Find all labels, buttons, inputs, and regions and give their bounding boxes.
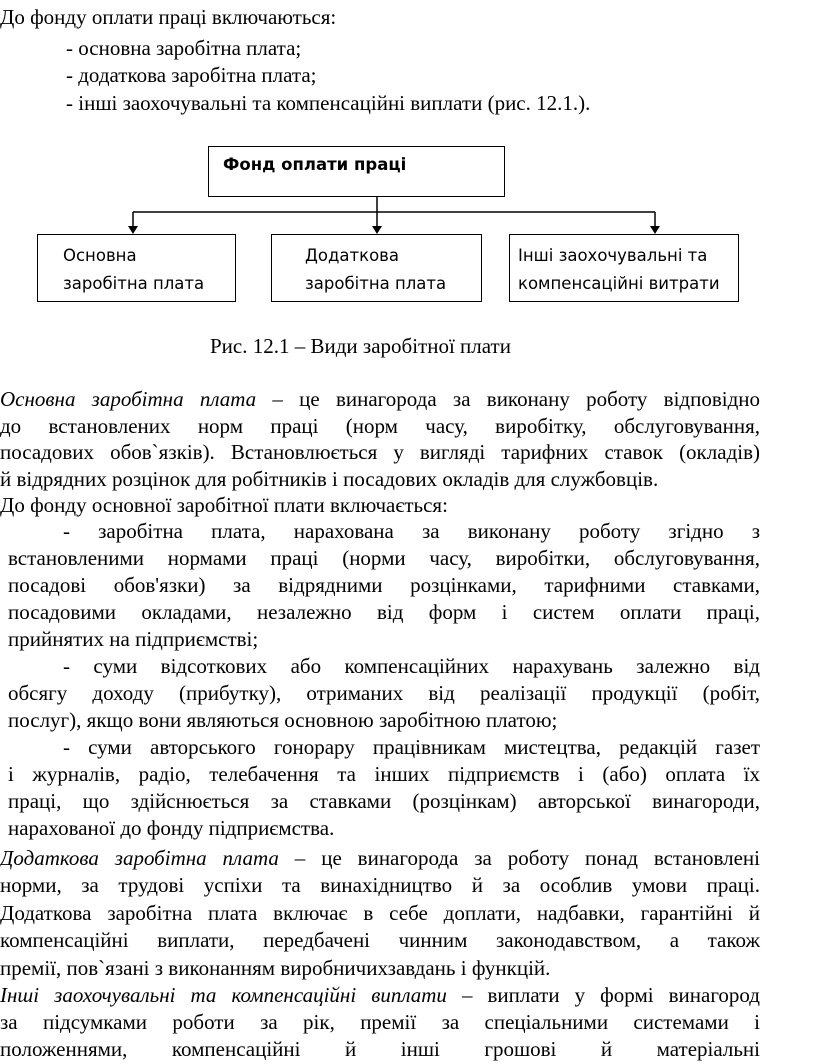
basic-item-line: нарахованої до фонду підприємства.: [8, 816, 335, 840]
basic-item-line: посадові обов'язки) за відрядними розцінками, тарифними ставками,: [8, 573, 760, 597]
diagram-child-line: компенсаційні витрати: [518, 274, 720, 293]
basic-item-line: праці, що здійснюється за ставками (розцінкам) авторської винагороди,: [8, 789, 760, 813]
intro-item: - інші заохочувальні та компенсаційні виплати (рис. 12.1.).: [66, 91, 591, 115]
diagram-root-label: Фонд оплати праці: [223, 155, 407, 174]
basic-items: [8, 518, 760, 842]
basic-term: Основна заробітна плата: [0, 387, 257, 411]
additional-line: премії, пов`язані з виконанням виробничихзавдань і функцій.: [0, 955, 551, 980]
diagram-child-line: Основна: [63, 246, 137, 265]
basic-item-line: посадовими окладами, незалежно від форм і систем оплати праці,: [8, 600, 760, 624]
basic-item-line: встановленими нормами праці (норми часу, виробітки, обслуговування,: [8, 546, 760, 570]
basic-item-line: послуг), якщо вони являються основною заробітною платою;: [8, 708, 558, 732]
intro-item: - основна заробітна плата;: [66, 36, 302, 60]
other-line: положеннями, компенсаційні й інші грошові й матеріальні: [0, 1037, 760, 1061]
basic-line: й відрядних розцінок для робітників і посадових окладів для службовців.: [0, 466, 659, 491]
diagram-child-line: Додаткова: [305, 246, 400, 265]
basic-definition: [0, 386, 760, 519]
basic-item-line: прийнятих на підприємстві;: [8, 627, 259, 651]
diagram-child-box: [271, 234, 482, 302]
basic-item-line: - суми авторського гонорару працівникам мистецтва, редакцій газет: [63, 735, 760, 759]
diagram-child-line: Інші заохочувальні та: [518, 246, 708, 265]
intro-heading: До фонду оплати праці включаються:: [0, 5, 337, 29]
other-term: Інші заохочувальні та компенсаційні виплати: [0, 983, 447, 1007]
additional-term: Додаткова заробітна плата: [0, 846, 279, 870]
intro-item: - додаткова заробітна плата;: [66, 63, 317, 87]
diagram-child-box: [37, 234, 236, 302]
other-line: за підсумками роботи за рік, премії за спеціальними системами і: [0, 1010, 760, 1034]
additional-line: Додаткова заробітна плата включає в себе доплати, надбавки, гарантійні й: [0, 900, 760, 925]
figure-caption: Рис. 12.1 – Види заробітної плати: [210, 334, 511, 358]
basic-item-line: - суми відсоткових або компенсаційних нарахувань залежно від: [63, 654, 760, 678]
additional-definition: [0, 845, 760, 982]
diagram-child-line: заробітна плата: [63, 274, 205, 293]
basic-item-line: і журналів, радіо, телебачення та інших підприємств і (або) оплата їх: [8, 762, 760, 786]
basic-item-line: обсягу доходу (прибутку), отриманих від реалізації продукції (робіт,: [8, 681, 760, 705]
additional-line: компенсаційні виплати, передбачені чинним законодавством, а також: [0, 928, 760, 953]
additional-line: норми, за трудові успіхи та винахідництво й за особлив умови праці.: [0, 873, 760, 898]
other-definition: [0, 982, 760, 1063]
basic-line: – це винагорода за виконану роботу відповідно: [256, 387, 761, 411]
other-line: – виплати у формі винагород: [446, 983, 760, 1007]
diagram-root-box: [208, 146, 505, 197]
basic-item-line: - заробітна плата, нарахована за виконану роботу згідно з: [63, 519, 760, 543]
basic-includes: До фонду основної заробітної плати включається:: [0, 493, 448, 517]
diagram-child-line: заробітна плата: [305, 274, 447, 293]
basic-line: до встановлених норм праці (норм часу, виробітку, обслуговування,: [0, 413, 760, 438]
basic-line: посадових обов`язків). Встановлюється у вигляді тарифних ставок (окладів): [0, 440, 760, 464]
additional-line: – це винагорода за роботу понад встановлені: [278, 846, 760, 870]
diagram-child-box: [509, 234, 739, 302]
